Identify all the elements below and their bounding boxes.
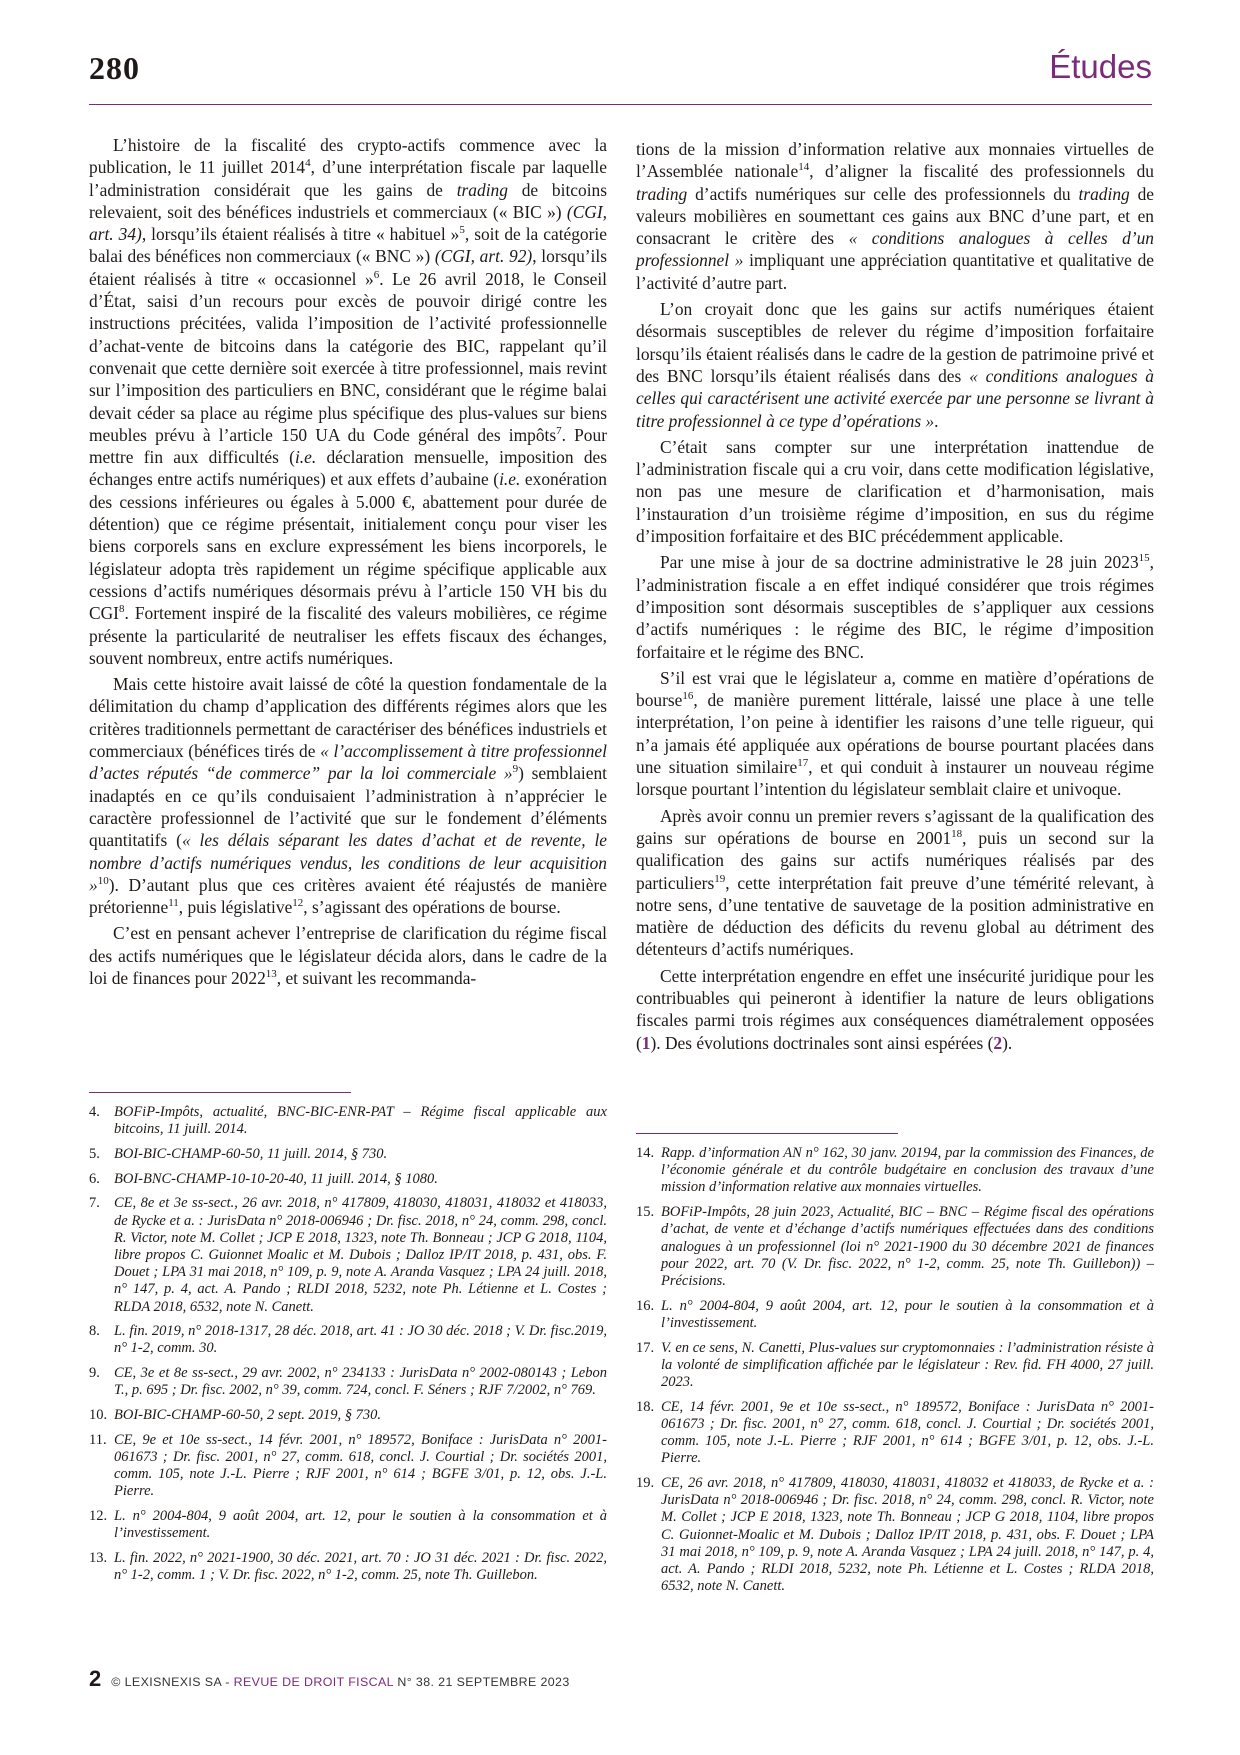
footnote bbox=[89, 1323, 607, 1357]
footnote-separator bbox=[89, 1092, 351, 1093]
footnote-number: 19. bbox=[636, 1474, 655, 1491]
footnote-text: Rapp. d’information AN n° 162, 30 janv. 20194, par la commission des Finances, de l’économie générale et du contrôle budgétaire en conclusion des travaux d’une mission d’information relative aux monnaies virtuelles. bbox=[661, 1145, 1154, 1196]
footnote bbox=[636, 1475, 1154, 1595]
footnote-text: CE, 8e et 3e ss-sect., 26 avr. 2018, n° 417809, 418030, 418031, 418032 et 418033, de Rycke et a. : JurisData n° 2018-006946 ; Dr. fisc. 2018, n° 24, comm. 298, concl. R. Victor, note M. Collet ; JCP E 2018, 1323, note Th. Bonneau ; JCP G 2018, 1104, libre propos C. Guionnet Moalic et M. Dubois ; Dalloz IP/IT 2018, p. 431, obs. F. Douet ; LPA 31 mai 2018, n° 109, p. 9, note A. Aranda Vasquez ; LPA 24 juill. 2018, n° 147, p. 4, act. A. Pando ; RLDI 2018, 5232, note Ph. Létienne et L. Costes ; RLDA 2018, 6532, note N. Canett. bbox=[114, 1195, 607, 1315]
page-number: 280 bbox=[89, 50, 140, 86]
footnote bbox=[636, 1145, 1154, 1197]
cross-reference-link[interactable]: 1 bbox=[641, 1032, 651, 1053]
footnote-number: 10. bbox=[89, 1407, 108, 1424]
right-column bbox=[636, 138, 1154, 1058]
footnote-separator bbox=[636, 1133, 898, 1134]
footnote-text: L. n° 2004-804, 9 août 2004, art. 12, pour le soutien à la consommation et à l’investissement. bbox=[661, 1297, 1154, 1331]
footnote bbox=[89, 1146, 607, 1163]
footnote-text: CE, 14 févr. 2001, 9e et 10e ss-sect., n° 189572, Boniface : JurisData n° 2001-061673 ; Dr. fisc. 2001, n° 27, comm. 618, concl. J. Courtial ; Dr. sociétés 2001, comm. 105, note J.-L. Pierre ; RJF 2001, n° 614 ; BGFE 3/01, p. 12, obs. J.-L. Pierre. bbox=[661, 1398, 1154, 1467]
footnote-number: 4. bbox=[89, 1104, 100, 1120]
paragraph: Par une mise à jour de sa doctrine administrative le 28 juin 2023$^{15}$, l’administration fiscale a en effet indiqué considérer que trois régimes d’imposition sont désormais susceptibles de s’appliquer aux cessions d’actifs numériques : le régime des BIC, le régime d’imposition forfaitaire et le régime des BNC. bbox=[636, 552, 1154, 662]
paragraph: Après avoir connu un premier revers s’agissant de la qualification des gains sur opérations de bourse en 2001$^{18}$, puis un second sur la qualification des gains sur actifs numériques réalisés par des particuliers$^{19}$, cette interprétation fait preuve d’une témérité relevant, à notre sens, d’une tentative de sauvetage de la position administrative en matière de déduction des déficits du revenu global au détriment des détenteurs d’actifs numériques. bbox=[636, 805, 1154, 960]
footnote-number: 11. bbox=[89, 1431, 107, 1448]
footnote bbox=[636, 1399, 1154, 1468]
footnote bbox=[89, 1195, 607, 1315]
footnotes-right bbox=[636, 1145, 1154, 1603]
footnote-number: 14. bbox=[636, 1145, 655, 1161]
footnote bbox=[89, 1104, 607, 1138]
paragraph: L’on croyait donc que les gains sur actifs numériques étaient désormais susceptibles de relever du régime d’imposition forfaitaire lorsqu’ils étaient réalisés dans le cadre de la gestion de patrimoine privé et des BNC lorsqu’ils étaient réalisés dans des « conditions analogues à celles qui caractérisent une activité exercée par une personne se livrant à titre professionnel à ce type d’opérations ». bbox=[636, 299, 1155, 431]
issue-info: N° 38. 21 SEPTEMBRE 2023 bbox=[393, 1675, 570, 1689]
footnotes-left bbox=[89, 1104, 607, 1592]
footnote bbox=[89, 1550, 607, 1584]
footnote-text: BOI-BIC-CHAMP-60-50, 11 juill. 2014, § 730. bbox=[114, 1145, 388, 1162]
paragraph: Cette interprétation engendre en effet une insécurité juridique pour les contribuables qui peineront à identifier la nature de leurs obligations fiscales parmi trois régimes aux conséquences diamétralement opposées (1). Des évolutions doctrinales sont ainsi espérées (2). bbox=[636, 965, 1154, 1053]
paragraph: Mais cette histoire avait laissé de côté la question fondamentale de la délimitation du champ d’application des différents régimes alors que les critères traditionnels permettant de caractériser des bénéfices industriels et commerciaux (bénéfices tirés de « l’accomplissement à titre professionnel d’actes réputés “de commerce” par la loi commerciale »$^9$) semblaient inadaptés en ce qu’ils conduisaient l’administration à n’apprécier le caractère professionnel de l’activité que sur le fondement d’éléments quantitatifs (« les délais séparant les dates d’achat et de revente, le nombre d’actifs numériques vendus, les conditions de leur acquisition »$^{10}$). D’autant plus que ces critères avaient été réajustés de manière prétorienne$^{11}$, puis législative$^{12}$, s’agissant des opérations de bourse. bbox=[89, 674, 607, 918]
paragraph: tions de la mission d’information relative aux monnaies virtuelles de l’Assemblée nationale$^{14}$, d’aligner la fiscalité des professionnels du trading d’actifs numériques sur celle des professionnels du trading de valeurs mobilières en soumettant ces gains aux BNC d’une part, et en consacrant le critère des « conditions analogues à celles d’un professionnel » impliquant une appréciation quantitative et qualitative de l’activité d’autre part. bbox=[636, 139, 1154, 293]
footnote-text: L. fin. 2019, n° 2018-1317, 28 déc. 2018, art. 41 : JO 30 déc. 2018 ; V. Dr. fisc.2019, n° 1-2, comm. 30. bbox=[114, 1323, 607, 1357]
paragraph: L’histoire de la fiscalité des crypto-actifs commence avec la publication, le 11 juillet 2014$^4$, d’une interprétation fiscale par laquelle l’administration considérait que les gains de trading de bitcoins relevaient, soit des bénéfices industriels et commerciaux (« BIC ») (CGI, art. 34), lorsqu’ils étaient réalisés à titre « habituel »$^5$, soit de la catégorie balai des bénéfices non commerciaux (« BNC ») (CGI, art. 92), lorsqu’ils étaient réalisés à titre « occasionnel »$^6$. Le 26 avril 2018, le Conseil d’État, saisi d’un recours pour excès de pouvoir dirigé contre les instructions précitées, valida l’imposition de l’activité professionnelle d’achat-vente de bitcoins dans la catégorie des BIC, rappelant qu’il convenait que cette dernière soit exercée à titre professionnel, mais revint sur l’imposition des particuliers en BNC, considérant que le régime balai devait céder sa place au régime plus spécifique des plus-values sur biens meubles prévu à l’article 150 UA du Code général des impôts$^7$. Pour mettre fin aux difficultés (i.e. déclaration mensuelle, imposition des échanges entre actifs numériques) et aux effets d’aubaine (i.e. exonération des cessions inférieures ou égales à 5.000 €, abattement pour durée de détention) que ce régime présentait, initialement conçu pour viser les biens corporels sans en exclure expressément les biens incorporels, le législateur adopta très rapidement un régime spécifique applicable aux cessions d’actifs numériques désormais prévu à l’article 150 VH bis du CGI$^8$. Fortement inspiré de la fiscalité des valeurs mobilières, ce régime présente la particularité de neutraliser les effets fiscaux des échanges, souvent nombreux, entre actifs numériques. bbox=[89, 135, 608, 668]
footnote-text: BOFiP-Impôts, 28 juin 2023, Actualité, BIC – BNC – Régime fiscal des opérations d’achat, de vente et d’échange d’actifs numériques effectuées dans des conditions analogues à un professionnel (loi n° 2021-1900 du 30 décembre 2021 de finances pour 2022, art. 70 (V. Dr. fisc. 2022, n° 1-2, comm. 25, note Th. Guillebon)) – Précisions. bbox=[661, 1204, 1154, 1289]
footnote-number: 5. bbox=[89, 1145, 100, 1162]
footnote bbox=[636, 1340, 1154, 1392]
left-column bbox=[89, 134, 607, 993]
footnote bbox=[89, 1407, 607, 1424]
page-header bbox=[89, 48, 1152, 105]
cross-reference-link[interactable]: 2 bbox=[993, 1032, 1003, 1053]
journal-name: REVUE DE DROIT FISCAL bbox=[233, 1675, 394, 1689]
footnote bbox=[636, 1204, 1154, 1290]
paragraph: S’il est vrai que le législateur a, comme en matière d’opérations de bourse$^{16}$, de manière purement littérale, laissé une place à une telle interprétation, l’on peine à identifier les raisons d’une telle rigueur, qui n’a jamais été appliquée aux opérations de bourse pourtant placées dans une situation similaire$^{17}$, et qui conduit à instaurer un nouveau régime lorsque pourtant l’intention du législateur semblait claire et univoque. bbox=[636, 667, 1154, 800]
footnote-text: CE, 3e et 8e ss-sect., 29 avr. 2002, n° 234133 : JurisData n° 2002-080143 ; Lebon T., p. 695 ; Dr. fisc. 2002, n° 39, comm. 724, concl. F. Séners ; RJF 7/2002, n° 769. bbox=[114, 1365, 607, 1399]
footnote-number: 18. bbox=[636, 1398, 655, 1415]
publisher: © LEXISNEXIS SA - bbox=[111, 1675, 234, 1689]
footnote-number: 9. bbox=[89, 1365, 100, 1382]
footnote bbox=[636, 1298, 1154, 1332]
footnote-number: 16. bbox=[636, 1297, 655, 1314]
footnote-number: 7. bbox=[89, 1195, 100, 1212]
footnote-number: 12. bbox=[89, 1508, 108, 1525]
footnote bbox=[89, 1171, 607, 1188]
footer-page-number: 2 bbox=[89, 1666, 102, 1691]
footnote-number: 15. bbox=[636, 1204, 655, 1221]
page-footer bbox=[89, 1666, 570, 1692]
footnote bbox=[89, 1365, 607, 1399]
footnote bbox=[89, 1508, 607, 1542]
footnote bbox=[89, 1432, 607, 1501]
footnote-text: BOI-BIC-CHAMP-60-50, 2 sept. 2019, § 730. bbox=[114, 1407, 381, 1424]
footnote-number: 8. bbox=[89, 1323, 100, 1340]
footnote-number: 13. bbox=[89, 1549, 108, 1566]
footnote-text: L. n° 2004-804, 9 août 2004, art. 12, pour le soutien à la consommation et à l’investissement. bbox=[114, 1508, 607, 1542]
footnote-text: BOFiP-Impôts, actualité, BNC-BIC-ENR-PAT – Régime fiscal applicable aux bitcoins, 11 juill. 2014. bbox=[114, 1104, 607, 1138]
footnote-number: 6. bbox=[89, 1170, 100, 1187]
paragraph: C’était sans compter sur une interprétation inattendue de l’administration fiscale qui a cru voir, dans cette modification législative, non pas une mesure de clarification et d’harmonisation, mais l’instauration d’un troisième régime d’imposition, en sus du régime d’imposition forfaitaire et des BIC précédemment applicable. bbox=[636, 436, 1154, 547]
footnote-text: L. fin. 2022, n° 2021-1900, 30 déc. 2021, art. 70 : JO 31 déc. 2021 : Dr. fisc. 2022, n° 1-2, comm. 1 ; V. Dr. fisc. 2022, n° 1-2, comm. 25, note Th. Guillebon. bbox=[114, 1549, 607, 1584]
footnote-text: V. en ce sens, N. Canetti, Plus-values sur cryptomonnaies : l’administration résiste à la volonté de simplification affichée par le législateur : Rev. fid. FH 4000, 27 juill. 2023. bbox=[661, 1339, 1154, 1390]
paragraph: C’est en pensant achever l’entreprise de clarification du régime fiscal des actifs numériques que le législateur décida alors, dans le cadre de la loi de finances pour 2022$^{13}$, et suivant les recommanda- bbox=[89, 923, 607, 988]
footnote-text: CE, 9e et 10e ss-sect., 14 févr. 2001, n° 189572, Boniface : JurisData n° 2001-061673 ; Dr. fisc. 2001, n° 27, comm. 618, concl. J. Courtial ; Dr. sociétés 2001, comm. 105, note J.-L. Pierre ; RJF 2001, n° 614 ; BGFE 3/01, p. 12, obs. J.-L. Pierre. bbox=[114, 1431, 607, 1500]
footnote-number: 17. bbox=[636, 1339, 655, 1356]
footnote-text: CE, 26 avr. 2018, n° 417809, 418030, 418031, 418032 et 418033, de Rycke et a. : JurisData n° 2018-006946 ; Dr. fisc. 2018, n° 24, comm. 298, concl. R. Victor, note M. Collet ; JCP E 2018, 1323, note Th. Bonneau ; JCP G 2018, 1104, libre propos C. Guionnet-Moalic et M. Dubois ; Dalloz IP/IT 2018, p. 431, obs. F. Douet ; LPA 31 mai 2018, n° 109, p. 9, note A. Aranda Vasquez ; LPA 24 juill. 2018, n° 147, p. 4, act. A. Pando ; RLDI 2018, 5232, note Ph. Létienne et L. Costes ; RLDA 2018, 6532, note N. Canett. bbox=[661, 1474, 1154, 1595]
footnote-text: BOI-BNC-CHAMP-10-10-20-40, 11 juill. 2014, § 1080. bbox=[114, 1170, 438, 1187]
section-title: Études bbox=[1049, 48, 1152, 85]
